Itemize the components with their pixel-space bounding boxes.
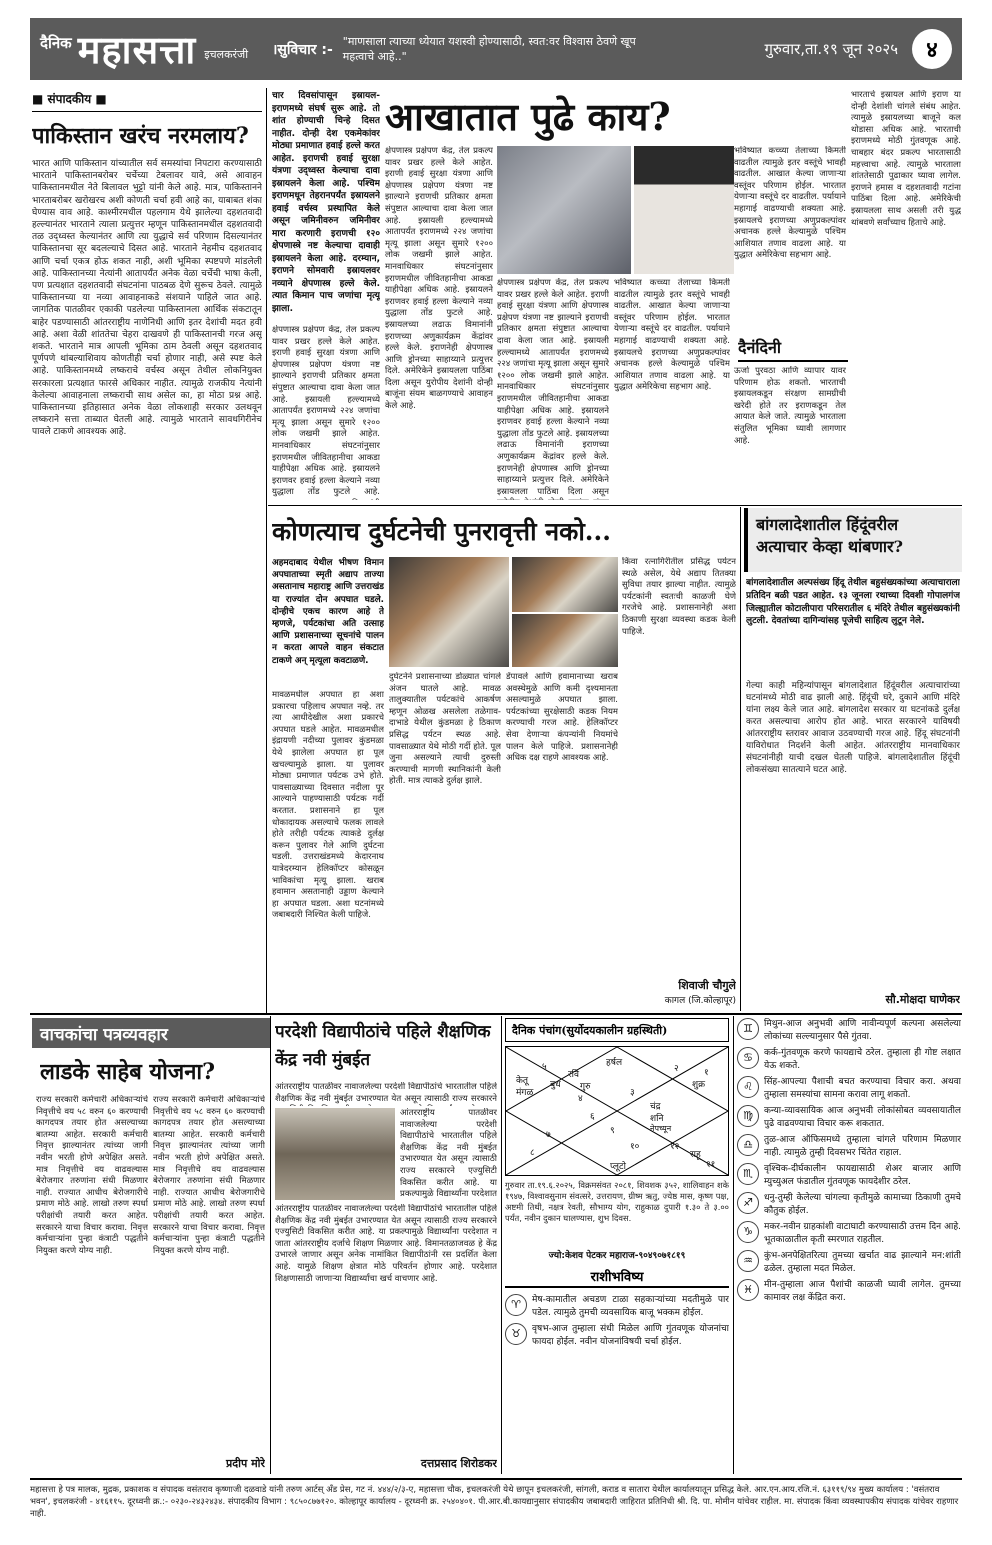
rashi-mithun-text: मिथुन-आज अनुभवी आणि नावीन्यपूर्ण कल्पना असलेल्या लोकांच्या सल्ल्यानुसार पैसे गुंतवा. (764, 1019, 961, 1042)
newspaper-logo: महासत्ता (77, 27, 197, 72)
rashi-kark (737, 1047, 961, 1072)
panchang-text: गुरुवार ता.१९.६.२०२५, विक्रमसंवत २०८१, शिवशक ३५२, शालिवाहन शके १९४७, विश्वावसुनाम संवत्सरे, उत्तरायण, ग्रीष्म ऋतु, ज्येष्ठ मास, कृष्ण पक्ष, अष्टमी तिथी, नक्षत्र रेवती, सौभाग्य योग, राहुकाळ दुपारी १.३० ते ३.०० पर्यंत, नवीन दुकान घालण्यास, शुभ दिवस. (505, 1180, 729, 1223)
panchang-title: दैनिक पंचांग(सुर्योदयकालीन ग्रहस्थिती) (512, 1023, 668, 1037)
letters-body-1: राज्य सरकारी कर्मचारी अधिकाऱ्यांचे निवृत्तीचे वय ५८ वरुन ६० करण्याची कागदपत्र तयार होत असल्याच्या बातम्या आहेत. सरकारी कर्मचारी निवृत्त झाल्यानंतर त्यांच्या जागी नवीन भरती होणे अपेक्षित असते. मात्र निवृत्तीचे वय वाढवल्यास बेरोजगार तरुणांना संधी मिळणार नाही. राज्यात आधीच बेरोजगारीचे प्रमाण मोठे आहे. लाखो तरुण स्पर्धा परीक्षांची तयारी करत आहेत. सरकारने याचा विचार करावा. निवृत्त कर्मचाऱ्यांना पुन्हा कंत्राटी पद्धतीने नियुक्त करणे योग्य नाही. (36, 1095, 148, 1256)
letters-byline: प्रदीप मोरे (226, 1457, 265, 1470)
accident-headline: कोणत्याच दुर्घटनेची पुनरावृत्ती नको... (272, 517, 611, 546)
planet-pluto: प्लूटो (610, 1162, 626, 1172)
iran-headline: आखातात पुढे काय? (385, 94, 671, 139)
rashi-kumbh-text: कुंभ-अनपेक्षितरित्या तुमच्या खर्चात वाढ झाल्याने मन:शांती ढळेल. तुम्हाला मदत मिळेल. (764, 1251, 961, 1274)
planet-mangal: मंगळ (516, 1088, 534, 1098)
planet-chandra: चंद्र (650, 1102, 661, 1112)
planet-shukra: शुक्र (692, 1080, 706, 1090)
editorial-body: भारत आणि पाकिस्तान यांच्यातील सर्व समस्यांचा निपटारा करण्यासाठी भारताने पाकिस्तानबरोबर चर्चेच्या टेबलावर यावे, असे आवाहन पाकिस्तानमधील नेते बिलावल भुट्टो यांनी केले आहे. मात्र, पाकिस्तानने भारताबरोबर खरोखरच अशी कोणती चर्चा हवी आहे का, याबाबत शंका घेण्यास वाव आहे. काश्मीरमधील पहलगाम येथे झालेल्या दहशतवादी हल्ल्यानंतर भारताने त्याला प्रत्युत्तर म्हणून पाकिस्तानमधील दहशतवादी तळ उद्ध्वस्त केल्यानंतर आणि त्या युद्धाचे सर्व परिणाम दिसल्यानंतर पाकिस्तानचा सूर बदलल्याचे दिसत आहे. भारताने नेहमीच दहशतवाद आणि चर्चा एकत्र होऊ शकत नाही, अशी भूमिका स्पष्टपणे मांडलेली आहे. पाकिस्तानच्या नेत्यांनी आतापर्यंत अनेक वेळा चर्चेची भाषा केली, पण प्रत्यक्षात दहशतवादी संघटनांना पाठबळ देणे सुरूच ठेवले. त्यामुळे पाकिस्तानच्या या नव्या आवाहनाकडे संशयाने पाहिले जात आहे. जागतिक पातळीवर एकाकी पडलेल्या पाकिस्तानला आर्थिक संकटातून बाहेर पडण्यासाठी आंतरराष्ट्रीय नाणेनिधी आणि इतर देशांची मदत हवी आहे. अशा वेळी शांततेचा चेहरा दाखवणे ही पाकिस्तानची गरज असू शकते. भारताने मात्र आपली भूमिका ठाम ठेवली असून दहशतवाद पूर्णपणे थांबल्याशिवाय कोणतीही चर्चा होणार नाही, असे स्पष्ट केले आहे. पाकिस्तानमध्ये लष्कराचे वर्चस्व असून तेथील लोकनियुक्त सरकारला प्रत्यक्षात फारसे अधिकार नाहीत. त्यामुळे राजकीय नेत्यांनी केलेल्या आवाहनाला लष्कराची साथ असेल का, हा मोठा प्रश्न आहे. पाकिस्तानच्या इतिहासात अनेक वेळा लोकशाही सरकार उलथवून लष्कराने सत्ता ताब्यात घेतली आहे. त्यामुळे भारताने सावधगिरीनेच पावले टाकणे आवश्यक आहे. (32, 159, 262, 438)
planet-ravi: रवि (568, 1070, 580, 1080)
column-divider (270, 1016, 271, 1474)
rashi-kumbh (737, 1250, 961, 1275)
accident-body-4: किंवा रत्नागिरीतील प्रसिद्ध पर्यटन स्थळे असेल, येथे अद्याप तितक्या सुविधा तयार झाल्या नाहीत. त्यामुळे पर्यटकांनी स्वतःची काळजी घेणे गरजेचे आहे. प्रशासनानेही अशा ठिकाणी सुरक्षा व्यवस्था कडक केली पाहिजे. (622, 557, 736, 637)
rashi-dhanu (737, 1192, 961, 1217)
virgo-icon: ♍ (737, 1105, 759, 1127)
university-body-side: आंतरराष्ट्रीय पातळीवर नावाजलेल्या परदेशी विद्यापीठांचे भारतातील पहिले शैक्षणिक केंद्र नवी मुंबईत उभारण्यात येत असून त्यासाठी राज्य सरकारने एज्युसिटी विकसित करीत आहे. या प्रकल्पामुळे विद्यार्थ्यांना परदेशात (400, 1108, 497, 1200)
planet-harshal: हर्षल (606, 1058, 623, 1068)
house-number: १२ (670, 1142, 680, 1152)
panchang-head (505, 1018, 729, 1042)
thought-label: ।सुविचार :- (272, 41, 333, 58)
column-divider (266, 88, 267, 1014)
rashi-tul-text: तुळ-आज ऑफिसमध्ये तुम्हाला चांगले परिणाम मिळणार नाही. त्यामुळे तुम्ही दिवसभर चिंतेत राहाल. (764, 1135, 961, 1158)
rashi-dhanu-text: धनु-तुम्ही केलेल्या चांगल्या कृतीमुळे कामाच्या ठिकाणी तुमचे कौतुक होईल. (764, 1193, 961, 1216)
iran-body-mid: क्षेपणास्त्र प्रक्षेपण केंद्र, तेल प्रकल्प यावर प्रखर हल्ले केले आहेत. इराणी हवाई सुरक्षा यंत्रणा आणि क्षेपणास्त्र प्रक्षेपण यंत्रणा नष्ट झाल्याने इराणची प्रतिकार क्षमता संपुष्टात आल्याचा दावा केला जात आहे. इस्रायली हल्ल्यामध्ये आतापर्यंत इराणमध्ये २२४ जणांचा मृत्यू झाला असून सुमारे १२०० लोक जखमी झाले आहेत. मानवाधिकार संघटनांनुसार इराणमधील जीवितहानीचा आकडा याहीपेक्षा अधिक आहे. इस्रायलने इराणवर हवाई हल्ला केल्याने नव्या युद्धाला तोंड फुटले आहे. इस्रायलच्या लढाऊ विमानांनी इराणच्या अणुकार्यक्रम केंद्रांवर हल्ले केले. इराणनेही क्षेपणास्त्र आणि ड्रोनच्या साहाय्याने प्रत्युत्तर दिले. अमेरिकेने इस्रायलला पाठिंबा दिला असून युरोपीय देशांनी दोन्ही बाजूंना संयम बाळगण्याचे आवाहन केले आहे. (385, 146, 493, 412)
house-number: ७ (546, 1130, 551, 1140)
house-number: ९ (610, 1126, 615, 1136)
rashi-meen-text: मीन-तुम्हाला आज पैशांची काळजी घ्यावी लागेल. तुमच्या कामावर लक्ष केंद्रित करा. (764, 1280, 961, 1303)
dainandini-label: दैनंदिनी (738, 338, 782, 357)
iran-body-right2: ऊर्जा पुरवठा आणि व्यापार यावर परिणाम होऊ शकतो. भारताची इस्रायलकडून संरक्षण सामग्रीची खरेदी होते तर इराणकडून तेल आयात केले जाते. त्यामुळे भारताला संतुलित भूमिका घ्यावी लागणार आहे. (734, 366, 846, 446)
rashi-mithun (737, 1018, 961, 1043)
editorial-column (32, 90, 262, 1012)
rashi-vrushabh (505, 1323, 729, 1348)
rashi-kark-text: कर्क-गुंतवणूक करणे फायद्याचे ठरेल. तुम्हाला ही गोष्ट लक्षात येऊ शकते. (764, 1048, 961, 1071)
iran-body-right: भविष्यात कच्च्या तेलाच्या किमती वाढतील त्यामुळे इतर वस्तूंचे भावही वाढतील. आखात केल्या जाणाऱ्या वस्तूंवर परिणाम होईल. भारतात येणाऱ्या वस्तूंचे दर वाढतील. पर्यायाने महागाई वाढण्याची शक्यता आहे. इस्रायलचे इराणच्या अणुप्रकल्पांवर अचानक हल्ले केल्यामुळे पश्चिम आशियात तणाव वाढला आहे. या युद्धात अमेरिकेचा सहभाग आहे. (734, 146, 846, 261)
planet-rahu: राहू (690, 1150, 701, 1160)
accident-author-place: कागल (जि.कोल्हापूर) (664, 996, 736, 1006)
column-divider (501, 1016, 502, 1474)
accident-photo-2 (512, 557, 618, 612)
accident-author: शिवाजी चौगुले (678, 979, 736, 992)
rashi-mesh (505, 1294, 729, 1319)
aquarius-icon: ♒ (737, 1250, 759, 1272)
accident-lead: अहमदाबाद येथील भीषण विमान अपघाताच्या स्मृती अद्याप ताज्या असतानाच महाराष्ट्र आणि उत्तराखंड या राज्यांत दोन अपघात घडले. दोन्हीचे एकच कारण आहे ते म्हणजे, पर्यटकांचा अति उत्साह आणि प्रशासनाच्या सूचनांचे पालन न करता आपले वाहन संकटात टाकणे अन् मृत्यूला कवटाळणे. (272, 558, 384, 666)
column-divider (733, 1016, 734, 1474)
planet-guru: गुरु (580, 1082, 591, 1092)
iran-body-center2: भविष्यात कच्च्या तेलाच्या किमती वाढतील त्यामुळे इतर वस्तूंचे भावही वाढतील. आखात केल्या जाणाऱ्या वस्तूंवर परिणाम होईल. भारतात येणाऱ्या वस्तूंचे दर वाढतील. पर्यायाने महागाई वाढण्याची शक्यता आहे. इस्रायलचे इराणच्या अणुप्रकल्पांवर अचानक हल्ले केल्यामुळे पश्चिम आशियात तणाव वाढला आहे. या युद्धात अमेरिकेचा सहभाग आहे. (614, 278, 730, 393)
accident-photo-3 (512, 614, 618, 667)
editorial-title: पाकिस्तान खरंच नरमलाय? (32, 123, 249, 149)
university-body-top: आंतरराष्ट्रीय पातळीवर नावाजलेल्या परदेशी विद्यापीठांचे भारतातील पहिले शैक्षणिक केंद्र नवी मुंबईत उभारण्यात येत असून त्यासाठी राज्य सरकारने (275, 1082, 497, 1104)
section-divider (268, 505, 962, 506)
rashi-left-list (505, 1294, 729, 1472)
iran-side-box: चार दिवसांपासून इस्रायल-इराणमध्ये संघर्ष सुरू आहे. तो शांत होण्याची चिन्हे दिसत नाहीत. दोन्ही देश एकमेकांवर मोठ्या प्रमाणात हवाई हल्ले करत आहेत. इराणची हवाई सुरक्षा यंत्रणा उद्ध्वस्त केल्याचा दावा इस्रायलने केला आहे. पश्चिम इराणमधून तेहरानपर्यंत इस्रायलने हवाई वर्चस्व प्रस्थापित केले असून जमिनीवरुन जमिनीवर मारा करणारी इराणची १२० क्षेपणास्त्रे नष्ट केल्याचा दावाही इस्रायलने केला आहे. दरम्यान, इराणने सोमवारी इस्रायलवर नव्याने क्षेपणास्त्र हल्ले केले. त्यात किमान पाच जणांचा मृत्यू झाला. (272, 91, 380, 314)
aries-icon: ♈ (505, 1294, 527, 1316)
rashi-makar (737, 1221, 961, 1246)
capricorn-icon: ♑ (737, 1221, 759, 1243)
house-number: १ (704, 1068, 709, 1078)
house-number: ६ (590, 1112, 595, 1122)
house-number: ८ (530, 1148, 535, 1158)
accident-photo-1 (389, 557, 509, 667)
accident-byline (622, 978, 736, 1008)
scorpio-icon: ♏ (737, 1163, 759, 1185)
taurus-icon: ♉ (505, 1323, 527, 1345)
leo-icon: ♌ (737, 1076, 759, 1098)
iran-body-center: क्षेपणास्त्र प्रक्षेपण केंद्र, तेल प्रकल्प यावर प्रखर हल्ले केले आहेत. इराणी हवाई सुरक्षा यंत्रणा आणि क्षेपणास्त्र प्रक्षेपण यंत्रणा नष्ट झाल्याने इराणची प्रतिकार क्षमता संपुष्टात आल्याचा दावा केला जात आहे. इस्रायली हल्ल्यामध्ये आतापर्यंत इराणमध्ये २२४ जणांचा मृत्यू झाला असून सुमारे १२०० लोक जखमी झाले आहेत. मानवाधिकार संघटनांनुसार इराणमधील जीवितहानीचा आकडा याहीपेक्षा अधिक आहे. इस्रायलने इराणवर हवाई हल्ला केल्याने नव्या युद्धाला तोंड फुटले आहे. इस्रायलच्या लढाऊ विमानांनी इराणच्या अणुकार्यक्रम केंद्रांवर हल्ले केले. इराणनेही क्षेपणास्त्र आणि ड्रोनच्या साहाय्याने प्रत्युत्तर दिले. अमेरिकेने इस्रायलला पाठिंबा दिला असून (497, 278, 609, 497)
rashi-sinh (737, 1076, 961, 1101)
section-divider (30, 1013, 962, 1015)
house-number: २ (674, 1064, 679, 1074)
iran-body-far-right: भारताचे इस्रायल आणि इराण या दोन्ही देशांशी चांगले संबंध आहेत. त्यामुळे इस्रायलच्या बाजूने कल थोडासा अधिक आहे. भारताची इराणमध्ये मोठी गुंतवणूक आहे. चाबहार बंदर प्रकल्प भारतासाठी महत्त्वाचा आहे. त्यामुळे भारताला शांततेसाठी पुढाकार घ्यावा लागेल. इराणने हमास व दहशतवादी गटांना पाठिंबा दिला आहे. अमेरिकेची इस्रायलला साथ असली तरी युद्ध थांबवणे सर्वांच्याच हिताचे आहे. (851, 90, 961, 228)
bangladesh-body: गेल्या काही महिन्यांपासून बांगलादेशात हिंदूंवरील अत्याचारांच्या घटनांमध्ये मोठी वाढ झाली आहे. हिंदूंची घरे, दुकाने आणि मंदिरे यांना लक्ष्य केले जात आहे. बांगलादेश सरकार या घटनांकडे दुर्लक्ष करत असल्याचा आरोप होत आहे. भारत सरकारने याविषयी आंतरराष्ट्रीय स्तरावर आवाज उठवण्याची गरज आहे. हिंदू संघटनांनी याविरोधात निदर्शने केली आहेत. आंतरराष्ट्रीय मानवाधिकार संघटनांनीही याची दखल घेतली पाहिजे. बांगलादेशातील हिंदूंची लोकसंख्या सातत्याने घटत आहे. (746, 681, 960, 775)
accident-body-3: डेंपावले आणि हवामानाच्या खराब अवस्थेमुळे आणि कमी दृश्यमानता असल्यामुळे अपघात झाला. पर्यटकांच्या सुरक्षेसाठी कडक नियम करण्याची गरज आहे. हेलिकॉप्टर सेवा देणाऱ्या कंपन्यांनी नियमांचे पालन केले पाहिजे. प्रशासनानेही अधिक दक्ष राहणे आवश्यक आहे. (506, 672, 618, 764)
pisces-icon: ♓ (737, 1279, 759, 1301)
letters-section-head (32, 1018, 270, 1048)
editorial-kicker: ■ संपादकीय ■ (32, 90, 262, 112)
rashi-makar-text: मकर-नवीन ग्राहकांशी वाटाघाटी करण्यासाठी उत्तम दिन आहे. भूतकाळातील कृती स्मरणात राहतील. (764, 1222, 961, 1245)
bangladesh-lead: बांगलादेशातील अल्पसंख्य हिंदू तेथील बहुसंख्यकांच्या अत्याचाराला प्रतिदिन बळी पडत आहेत. १३ जूनला रथाच्या दिवशी गोपालगंज जिल्ह्यातील कोटालीपारा परिसरातील ६ मंदिरे तेथील बहुसंख्यकांनी लुटली. देवतांच्या दागिन्यांसह पूजेची साहित्य लुटून नेले. (746, 578, 960, 627)
gemini-icon: ♊ (737, 1018, 759, 1040)
libra-icon: ♎ (737, 1134, 759, 1156)
rashi-vrushchik-text: वृश्चिक-दीर्घकालीन फायद्यासाठी शेअर बाजार आणि म्युच्युअल फंडातील गुंतवणूक फायदेशीर ठरेल. (764, 1164, 961, 1187)
column-divider (740, 507, 741, 1011)
planet-neptune: नेपच्यून (650, 1124, 672, 1133)
house-number: ४ (578, 1094, 583, 1104)
masthead-daily: दैनिक (40, 34, 72, 52)
rashi-head (505, 1266, 729, 1288)
rashi-mesh-text: मेष-कामातील अचडण टाळा सहकाऱ्यांच्या मदतीमुळे पार पडेल. त्यामुळे तुमची व्यवसायिक बाजू भक्कम होईल. (532, 1295, 729, 1318)
letters-body-2: राज्य सरकारी कर्मचारी अधिकाऱ्यांचे निवृत्तीचे वय ५८ वरुन ६० करण्याची कागदपत्र तयार होत असल्याच्या बातम्या आहेत. सरकारी कर्मचारी निवृत्त झाल्यानंतर त्यांच्या जागी नवीन भरती होणे अपेक्षित असते. मात्र निवृत्तीचे वय वाढवल्यास बेरोजगार तरुणांना संधी मिळणार नाही. राज्यात आधीच बेरोजगारीचे प्रमाण मोठे आहे. लाखो तरुण स्पर्धा परीक्षांची तयारी करत आहेत. सरकारने याचा विचार करावा. निवृत्त कर्मचाऱ्यांना पुन्हा कंत्राटी पद्धतीने नियुक्त करणे योग्य नाही. (153, 1095, 265, 1256)
bangladesh-byline: सौ.मोक्षदा घाणेकर (885, 993, 960, 1006)
issue-date: गुरुवार,ता.१९ जून २०२५ (764, 40, 898, 58)
rashi-vrushchik (737, 1163, 961, 1188)
university-byline: दत्तप्रसाद शिरोडकर (420, 1457, 497, 1470)
rashi-right-list (737, 1018, 961, 1474)
sagittarius-icon: ♐ (737, 1192, 759, 1214)
iran-body-left: क्षेपणास्त्र प्रक्षेपण केंद्र, तेल प्रकल्प यावर प्रखर हल्ले केले आहेत. इराणी हवाई सुरक्षा यंत्रणा आणि क्षेपणास्त्र प्रक्षेपण यंत्रणा नष्ट झाल्याने इराणची प्रतिकार क्षमता संपुष्टात आल्याचा दावा केला जात आहे. इस्रायली हल्ल्यामध्ये आतापर्यंत इराणमध्ये २२४ जणांचा मृत्यू झाला असून सुमारे १२०० लोक जखमी झाले आहेत. मानवाधिकार संघटनांनुसार इराणमधील जीवितहानीचा आकडा याहीपेक्षा अधिक आहे. इस्रायलने इराणवर हवाई हल्ला केल्याने नव्या युद्धाला तोंड फुटले आहे. (272, 325, 380, 498)
house-number: १० (630, 1142, 640, 1152)
masthead (30, 18, 962, 80)
khamenei-photo (634, 146, 734, 274)
planet-budh: बुध (550, 1080, 561, 1090)
letters-section-title: वाचकांचा पत्रव्यवहार (40, 1024, 168, 1045)
house-number: ५ (542, 1062, 547, 1072)
house-number: ३ (630, 1088, 635, 1098)
rashi-sinh-text: सिंह-आपल्या पैशाची बचत करण्याचा विचार करा. अथवा तुम्हाला समस्यांचा सामना करावा लागू शकतो. (764, 1077, 961, 1100)
planet-shani: शनि (650, 1114, 664, 1124)
bangladesh-headline: बांगलादेशातील हिंदूंवरील अत्याचार केव्हा थांबणार? (756, 515, 903, 556)
dainandini-logo (738, 336, 848, 362)
netanyahu-photo (497, 146, 631, 274)
page-number: ४ (912, 29, 952, 69)
thought-of-day: "माणसाला त्याच्या ध्येयात यशस्वी होण्यासाठी, स्वत:वर विश्वास ठेवणे खूप महत्वाचे आहे.." (342, 35, 636, 63)
planet-ketu: केतू (516, 1076, 529, 1086)
panchang-astrologer: ज्यो:केशव पेटकर महाराज-९०४९०७१८१९ (548, 1251, 686, 1261)
letters-title: लाडके साहेब योजना? (40, 1059, 215, 1085)
rashi-meen (737, 1279, 961, 1304)
accident-body-1: मावळमधील अपघात हा अशा प्रकारचा पहिलाच अपघात नव्हे. तर त्या आधीदेखील अशा प्रकारचे अपघात घडले आहेत. मावळमधील इंद्रायणी नदीच्या पुलावर कुंडमळा येथे झालेला अपघात हा पूल खचल्यामुळे झाला. या पुलावर मोठ्या प्रमाणात पर्यटक उभे होते. पावसाळ्याच्या दिवसात नदीला पूर आल्याने पाहण्यासाठी पर्यटक गर्दी करतात. प्रशासनाने हा पूल धोकादायक असल्याचे फलक लावले होते तरीही पर्यटक त्याकडे दुर्लक्ष करून पुलावर गेले आणि दुर्घटना घडली. उत्तराखंडमध्ये केदारनाथ यात्रेदरम्यान हेलिकॉप्टर कोसळून भाविकांचा मृत्यू झाला. खराब हवामान असतानाही उड्डाण केल्याने हा अपघात घडला. अशा घटनांमध्ये जबाबदारी निश्चित केली पाहिजे. (272, 690, 384, 921)
house-number: ११ (706, 1160, 716, 1170)
masthead-city: इचलकरंजी (204, 47, 249, 61)
kundali-chart (505, 1046, 729, 1176)
imprint-footer: महासत्ता हे पत्र मालक, मुद्रक, प्रकाशक व संपादक वसंतराव कृष्णाजी दळवाडे यांनी तरुण आर्टस् अँड प्रेस, गट नं. ४४४/२/३-ए, महासत्ता चौक, इचलकरंजी येथे छापून इचलकरंजी, सांगली, कराड व सातारा येथील कार्यालयातून प्रसिद्ध केले. आर.एन.आय.रजि.नं. ६३११९/९४ मुख्य कार्यालय : 'वसंतराव भवन', इचलकरंजी - ४१६११५. दूरध्वनी क्र.:- ०२३०-२४३२४३४. संपादकीय विभाग : ९८५०८७७१२०. कोल्हापूर कार्यालय - दूरध्वनी क्र. २५४०४०१. पी.आर.बी.कायद्यानुसार संपादकीय जबाबदारी जाहिरात प्रतिनिधी श्री. दि. पा. मोमीन यांचेवर राहील. मा. संपादक किंवा व्यवस्थापकीय संपादक यांचेवर राहणार नाही. (30, 1478, 962, 1520)
rashi-kanya-text: कन्या-व्यावसायिक आज अनुभवी लोकांसोबत व्यवसायातील पुढे वाढवण्याचा विचार करू शकतात. (764, 1106, 961, 1129)
bangladesh-headline-box (744, 508, 962, 572)
university-photo (275, 1108, 395, 1200)
accident-body-2: दुर्घटनेने प्रशासनाच्या डोळ्यात चांगले अंजन घातले आहे. मावळ तालुक्यातील पर्यटकांचे आकर्षण म्हणून ओळख असलेला तळेगाव-दाभाडे येथील कुंडमळा हे ठिकाण प्रसिद्ध पर्यटन स्थळ आहे. पावसाळ्यात येथे मोठी गर्दी होते. पूल जुना असल्याने त्याची दुरुस्ती करण्याची मागणी स्थानिकांनी केली होती. मात्र त्याकडे दुर्लक्ष झाले. (389, 672, 501, 787)
rashi-kanya (737, 1105, 961, 1130)
rashi-tul (737, 1134, 961, 1159)
rashi-vrushabh-text: वृषभ-आज तुम्हाला संधी मिळेल आणि गुंतवणूक योजनांचा फायदा होईल. नवीन योजनांविषयी चर्चा होईल. (532, 1324, 729, 1347)
rashi-title: राशीभविष्य (590, 1270, 644, 1285)
cancer-icon: ♋ (737, 1047, 759, 1069)
university-body: आंतरराष्ट्रीय पातळीवर नावाजलेल्या परदेशी विद्यापीठांचे भारतातील पहिले शैक्षणिक केंद्र नवी मुंबईत उभारण्यात येत असून त्यासाठी राज्य सरकारने एज्युसिटी विकसित करीत आहे. या प्रकल्पामुळे विद्यार्थ्यांना परदेशात न जाता आंतरराष्ट्रीय दर्जाचे शिक्षण मिळणार आहे. विमानतळाजवळ हे केंद्र उभारले जाणार असून अनेक नामांकित विद्यापीठांनी रस प्रदर्शित केला आहे. यामुळे शिक्षण क्षेत्रात मोठे परिवर्तन होणार आहे. परदेशात शिक्षणासाठी जाणाऱ्या विद्यार्थ्यांचा खर्च वाचणार आहे. (275, 1204, 497, 1284)
university-title: परदेशी विद्यापीठांचे पहिले शैक्षणिक केंद्र नवी मुंबईत (275, 1022, 491, 1070)
